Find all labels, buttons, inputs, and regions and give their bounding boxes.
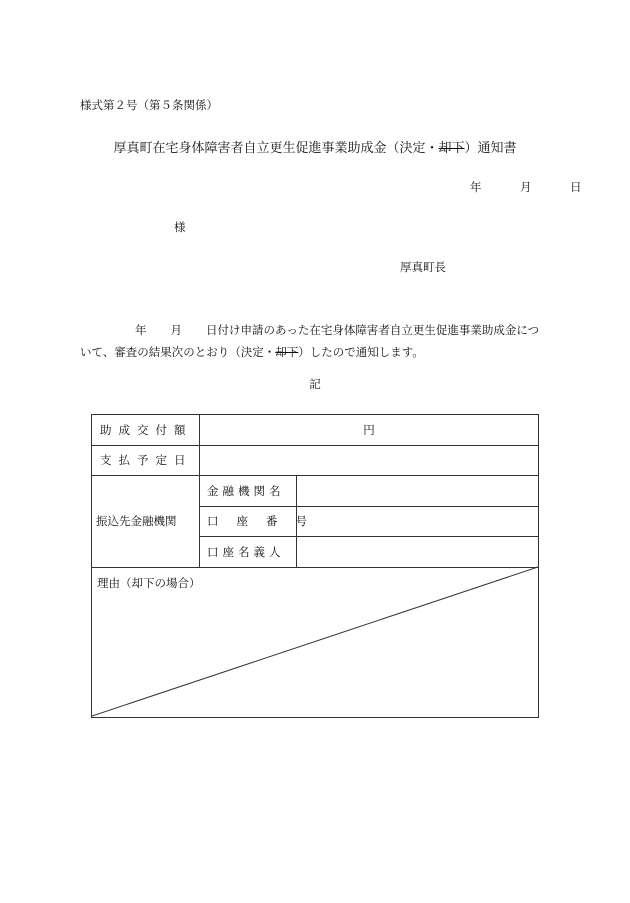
issue-date-year: 年 <box>470 180 482 194</box>
title-suffix: ）通知書 <box>464 141 517 156</box>
grant-amount-label: 助成交付額 <box>100 423 193 437</box>
body-struck-option: 却下 <box>275 345 299 359</box>
bank-name-label: 金融機関名 <box>207 483 285 498</box>
account-holder-label: 口座名義人 <box>207 544 285 559</box>
sender-name: 厚真町長 <box>400 260 446 274</box>
details-table <box>91 414 539 718</box>
issue-date-day: 日 <box>570 180 582 194</box>
grant-amount-unit: 円 <box>363 423 375 437</box>
reason-label: 理由（却下の場合） <box>97 576 201 590</box>
document-title <box>0 137 630 156</box>
addressee-suffix: 様 <box>174 220 186 234</box>
form-number: 様式第２号（第５条関係） <box>80 98 218 112</box>
notification-body <box>80 319 550 363</box>
payment-date-label: 支払予定日 <box>100 453 193 467</box>
body-month: 月 <box>170 323 182 337</box>
body-text-part1: 日付け申請のあった在宅身体障害者自立更生促進事業助成金について、審査の結果次のとおり（決定・ <box>80 323 540 359</box>
title-prefix: 厚真町在宅身体障害者自立更生促進事業助成金（決定・ <box>113 141 439 156</box>
issue-date-month: 月 <box>520 180 532 194</box>
issue-date <box>470 179 582 195</box>
body-text-part2: ）したので通知します。 <box>298 345 424 359</box>
title-struck-option: 却下 <box>438 141 465 156</box>
body-year: 年 <box>135 323 147 337</box>
reason-cancel-diagonal <box>92 415 538 717</box>
ki-heading: 記 <box>309 377 321 391</box>
account-number-label: 口座番号 <box>207 514 325 528</box>
bank-section-label: 振込先金融機関 <box>96 514 177 528</box>
